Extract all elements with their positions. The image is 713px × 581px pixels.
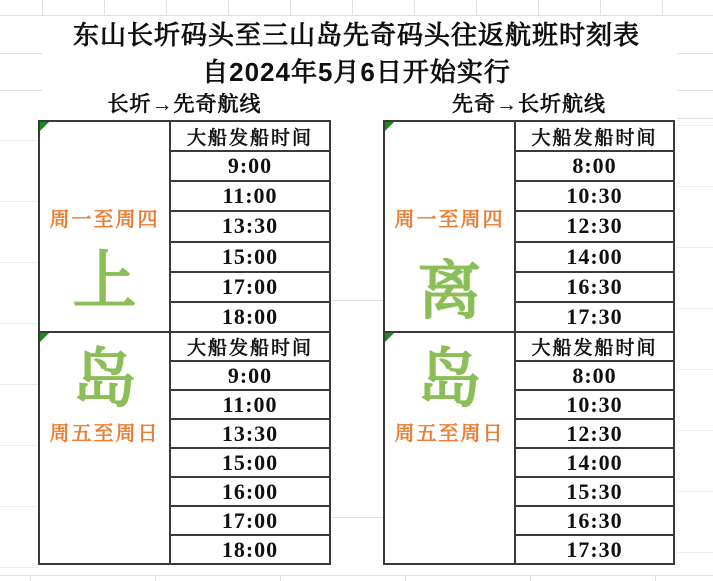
- weekday-cell: [385, 333, 516, 563]
- time-cell: 11:00: [171, 391, 329, 420]
- time-cell: 17:00: [171, 507, 329, 536]
- time-cell: 16:00: [171, 478, 329, 507]
- timetable-title: 东山长圻码头至三山岛先奇码头往返航班时刻表: [72, 20, 640, 50]
- time-cell: 13:30: [171, 212, 329, 242]
- time-cell: 8:00: [516, 152, 673, 182]
- weekday-label: 周一至周四: [49, 209, 160, 231]
- weekday-label: 周五至周日: [394, 423, 505, 445]
- decorative-char: 上: [72, 245, 137, 317]
- gridline: [42, 0, 713, 15]
- return-mon-thu-section: [385, 122, 673, 333]
- gridline: [677, 118, 713, 119]
- cell-error-indicator-icon: [40, 333, 49, 342]
- outbound-fri-sun-section: [40, 333, 329, 563]
- time-cell: 12:30: [516, 212, 673, 242]
- column-header-cell: 大船发船时间: [171, 122, 329, 152]
- weekday-cell: [40, 122, 171, 331]
- decorative-char: 离: [417, 255, 482, 327]
- column-header-cell: 大船发船时间: [516, 122, 673, 152]
- time-cell: 9:00: [171, 362, 329, 391]
- cell-error-indicator-icon: [40, 122, 49, 131]
- time-column: [516, 122, 673, 331]
- weekday-cell: [385, 122, 516, 331]
- time-cell: 10:30: [516, 182, 673, 212]
- time-cell: 16:30: [516, 273, 673, 303]
- time-cell: 13:30: [171, 420, 329, 449]
- weekday-cell: [40, 333, 171, 563]
- decorative-char: 岛: [72, 343, 137, 415]
- time-cell: 17:30: [516, 536, 673, 563]
- cell-error-indicator-icon: [385, 122, 394, 131]
- cell-error-indicator-icon: [385, 333, 394, 342]
- time-cell: 17:00: [171, 273, 329, 303]
- time-cell: 15:30: [516, 478, 673, 507]
- time-cell: 14:00: [516, 449, 673, 478]
- time-cell: 11:00: [171, 182, 329, 212]
- time-cell: 15:00: [171, 243, 329, 273]
- return-fri-sun-section: [385, 333, 673, 563]
- weekday-label: 周五至周日: [49, 423, 160, 445]
- column-header-cell: 大船发船时间: [171, 333, 329, 362]
- outbound-mon-thu-section: [40, 122, 329, 333]
- time-column: [516, 333, 673, 563]
- gridline: [0, 140, 38, 572]
- time-cell: 17:30: [516, 303, 673, 331]
- time-cell: 8:00: [516, 362, 673, 391]
- effective-date: 自2024年5月6日开始实行: [202, 57, 511, 87]
- time-cell: 18:00: [171, 303, 329, 331]
- time-cell: 10:30: [516, 391, 673, 420]
- time-column: [171, 122, 329, 331]
- decorative-char: 岛: [417, 343, 482, 415]
- time-cell: 9:00: [171, 152, 329, 182]
- gridline: [677, 125, 713, 572]
- route-header-return: 先奇→长圻航线: [452, 93, 606, 116]
- time-cell: 14:00: [516, 243, 673, 273]
- time-column: [171, 333, 329, 563]
- time-cell: 16:30: [516, 507, 673, 536]
- time-cell: 12:30: [516, 420, 673, 449]
- time-cell: 15:00: [171, 449, 329, 478]
- return-table: [383, 120, 675, 565]
- gridline: [331, 517, 383, 518]
- outbound-table: [38, 120, 331, 565]
- column-header-cell: 大船发船时间: [516, 333, 673, 362]
- gridline: [331, 300, 383, 301]
- gridline: [30, 576, 713, 581]
- time-cell: 18:00: [171, 536, 329, 563]
- route-header-outbound: 长圻→先奇航线: [107, 93, 262, 116]
- weekday-label: 周一至周四: [394, 209, 505, 231]
